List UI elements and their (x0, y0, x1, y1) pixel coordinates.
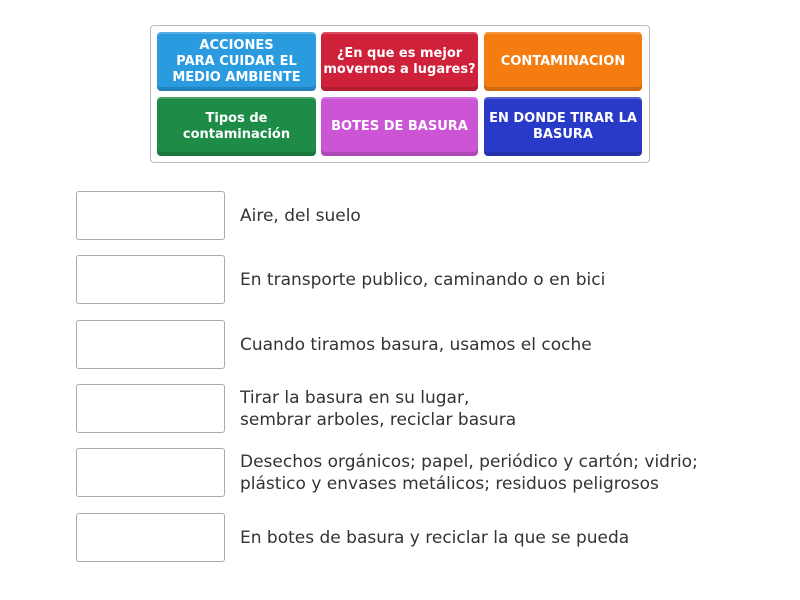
match-row (76, 191, 800, 240)
tile-contaminacion[interactable]: CONTAMINACION (484, 32, 642, 91)
row-text: Tirar la basura en su lugar, sembrar arboles, reciclar basura (240, 387, 517, 430)
drop-zone[interactable] (76, 448, 225, 497)
row-text: Desechos orgánicos; papel, periódico y cartón; vidrio; plástico y envases metálicos; residuos peligrosos (240, 451, 698, 494)
match-row (76, 513, 800, 562)
match-row (76, 448, 800, 497)
row-text: En transporte publico, caminando o en bici (240, 269, 606, 290)
row-text: Cuando tiramos basura, usamos el coche (240, 334, 592, 355)
match-row (76, 255, 800, 304)
drop-zone[interactable] (76, 191, 225, 240)
tile-botes[interactable]: BOTES DE BASURA (321, 97, 478, 156)
row-text: Aire, del suelo (240, 205, 361, 226)
row-text: En botes de basura y reciclar la que se pueda (240, 527, 630, 548)
tile-acciones[interactable]: ACCIONES PARA CUIDAR EL MEDIO AMBIENTE (157, 32, 316, 91)
tile-donde-tirar[interactable]: EN DONDE TIRAR LA BASURA (484, 97, 642, 156)
match-row (76, 320, 800, 369)
drop-zone[interactable] (76, 513, 225, 562)
match-row (76, 384, 800, 433)
tile-movernos[interactable]: ¿En que es mejor movernos a lugares? (321, 32, 478, 91)
drop-zone[interactable] (76, 320, 225, 369)
drop-zone[interactable] (76, 255, 225, 304)
tile-tipos[interactable]: Tipos de contaminación (157, 97, 316, 156)
answer-bank (150, 25, 650, 163)
drop-zone[interactable] (76, 384, 225, 433)
